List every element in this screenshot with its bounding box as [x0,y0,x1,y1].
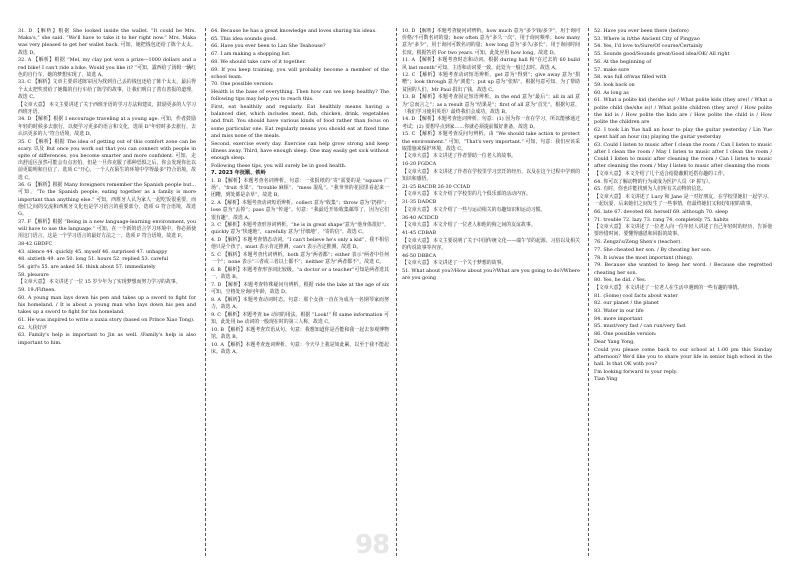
answer-paragraph: 5. C 【解析】本题考查代词辨析。both 意为“两者都”；either 表示“两者中任何一个”；none 表示“三者或三者以上都不”；neither 意为“两者都不”。故选 C。 [211,252,389,266]
answer-paragraph: 35. C 【解析】根据 The idea of getting out of this comfort zone can be scary. 以及 But once you work out that you can connect with people in spite of differences, you become smarter and more confident. 可知，走出舒适区虽然可能会有点害怕，但是一旦你克服了那种恐惧之后，你会发现你比以前更聪明和自信了，选项 C“开心，一个人在陌生的环境中学得最多”符合语境，故选 C。 [18,138,196,181]
answer-paragraph: 84. more important [594,315,643,322]
answer-paragraph: 60. A young man lays down his pen and takes up a sword to fight for his homeland. / It is about a young man who lays down his pen and takes up a sword to fight for his homeland. [18,294,196,316]
answer-paragraph: 77. She cheated her son. / By cheating her son. [594,246,712,253]
answer-paragraph: 71. trouble 72. lazy 73. rang 74. completely 75. habits [594,216,729,223]
answer-paragraph: 32. A 【解析】根据 “Mel, my clay pot won a prize—1000 dollars and a red bike! I can't ride a bike. Would you like it? ”可知，露西给了汤姆一辆红色的自行车，她的梦想实现了，故选 A。 [18,57,196,78]
answer-paragraph: 83. Water in our life [594,308,644,315]
answer-paragraph: 81. (Some) cool facts about water [594,292,678,299]
answer-paragraph: 59. 19./Fifteen. [18,287,56,294]
answer-paragraph: 57. make sure [594,66,630,73]
answer-paragraph: 【文章大意】 本文讲述了作者帮助一位老人的故事。 [402,153,517,160]
answer-paragraph: 【文章大意】 本文讲述了一位 15 岁少年为了实现梦想而努力学习的故事。 [18,279,181,286]
answer-paragraph: Tian Ying [594,376,618,383]
answer-paragraph: 15. C 【解析】本题考查反问句辨析。由 “We should take action to protect the environment.” 可知，“That's very important.” 可知，句意：我们应该采取措施来保护环境，故选 C。 [402,131,580,152]
answer-paragraph: 6. B 【解析】本题考查形容词比较级。“a doctor or a teacher”可知是两者选其一，故选 B。 [211,267,389,281]
answer-paragraph: 8. A 【解析】本题考查动词时态。句意：那个女孩一直在为成为一名钢琴家而努力，故选 A。 [211,296,389,311]
answer-paragraph: 85. must/very fast / can run/very fast [594,323,686,330]
answer-paragraph: 37. F 【解析】根据 “Being in a new language-learning environment, you will have to use the language.” 可知，在一个新的语言学习环境中，你必须使用这门语言，这是一个学习语言的最好方法之一，选项 F 符合语境，故选 F。 [18,218,196,240]
answer-paragraph: 58. was full of/was filled with [594,74,667,81]
answer-paragraph: 52. Have you ever been there (before) [594,28,689,34]
answer-paragraph: Dear Yang Yong, [594,338,635,345]
answer-key-page [18,28,778,556]
answer-paragraph: 76. Zengzi's/Zeng Shen's (teacher). [594,239,682,246]
answer-paragraph: 12. C 【解析】本题考查动词短语辨析。get 意为“得到”；give away 意为“捐赠”；look through 意为“浏览”；put up 意为“张贴”。根据句意可知，为了帮助贫困的人们，Mr Paul 捐出了钱，故选 C。 [402,72,580,93]
answer-paragraph: 62. 大获好评 [18,324,47,331]
answer-paragraph: 3. C 【解析】本题考查形容词辨析。“he is in great shape”意为“他身体很好”，quickly 意为“快速地”，carefully 意为“仔细地”，“寄的信”，故选 C。 [211,222,389,236]
column-1 [18,28,196,556]
answer-paragraph: 36. G 【解析】根据 Many foreigners remember the Spanish people but... 可知，“To the Spanish people, eating together as a family is more important than anything else.” 可知，西班牙人认为家人一起吃饭很重要，而他们之间的交流和西班牙文化也是学习语言的重要部分，选项 G 符合语境，故选 G。 [18,182,196,218]
column-2 [211,28,389,556]
answer-paragraph: 41-45 CDBAB [402,229,437,236]
answer-paragraph: 70. One possible version: [211,81,274,88]
answer-paragraph: 【文章大意】 本文讲述了 Lucy 和 Jane 是一对好朋友，在学校里她们一起学习、一起玩耍，后来她们之间发生了一些事情，但最终她们又和好如初的故事。 [594,193,772,208]
answer-paragraph: 10. D 【解析】本题考查疑问词辨析。how much 意为“多少钱/多少”，用于询问价格/不可数名词的量；how often 意为“多久一次”，用于询问频率；how many 意为“多少”，用于询问可数名词的量；how long 意为“多久/多长”，用于询问时间长度。根据答语 For two years. 可知，此处应用 how long，故选 D。 [402,28,580,56]
answer-paragraph: 68. We should take care of it together. [211,58,306,65]
answer-paragraph: 33. C 【解析】文章主要讲述陈帘因为找到自己丢的钱包还给了陈个太太，最后得个太太把奖赏给了她做的自行车给了陈学的故事，让我们明白了善有善报的道理，故选 C。 [18,79,196,100]
answer-paragraph: 2. A 【解析】本题考查动词短语辨析。collect 意为“收集”；throw 意为“扔掉”；lose 意为“丢掉”；pass 意为“传递”。句意：“我最近开始收集邮票了，因为它们很有趣”，故选 A。 [211,200,389,221]
answer-paragraph: 43. silence 44. quickly 45. myself 46. surprised 47. unhappy [18,248,168,255]
answer-paragraph: 62. I took Lin Yue hall an hour to play the guitar yesterday / Lin Yue spent half an hour (in) playing the guitar yesterday [594,126,772,140]
answer-paragraph: 63. Family's help is important to Jin as well. /Family's help is also important to him. [18,332,196,346]
answer-paragraph: 【文章大意】 本文主要讲述了关于西班牙语的学习方法和建议，鼓励更多的人学习西班牙语。 [18,101,196,115]
answer-paragraph: 78. It is/was the most important (thing). [594,254,694,261]
column-4 [594,28,772,556]
column-3 [402,28,580,556]
answer-paragraph: 【文章大意】 本文讲述了作者在学校里学习烹饪的经历，以及在这个过程中学到的知识和感悟。 [402,168,580,183]
answer-paragraph: 53. Where is it/the Ancient City of Pingyao [594,35,700,42]
answer-paragraph: 【文章大意】 本文介绍了几个适合给隐蔽附近搭有趣的工作。 [594,170,728,177]
answer-paragraph: 【文章大意】 本文介绍了一些与运动相关的有趣知识和运动习惯。 [402,206,546,213]
answer-paragraph: 79. Because she wanted to keep her word. / Because she regretted cheating her son. [594,262,772,276]
answer-paragraph: 64. 你可以了解动物的行为或成为医护人员（P 拼写）。 [594,178,714,185]
answer-paragraph: 34. D 【解析】根据 I encourage traveling at a young age. 可知，作者鼓励年轻的时候多去旅行，以便学习更多的语言和文化，选项 D“年轻时多去旅行，去认识更多的人”符合语境，故选 D。 [18,116,196,137]
column-divider [205,28,206,556]
answer-paragraph: 11. A 【解析】本题考查时态和动词。根据 during hall 和“在过去的 60 build 风 last month”可知，主语和动词要一致，此处为一般过去时，故选 A。 [402,57,580,71]
answer-paragraph: 65. This idea sounds good. [211,35,278,42]
answer-paragraph: 36-40 ACIDCD [402,214,439,221]
answer-paragraph: 61. What a polite kid (he/she is)! / What polite kids (they are)! / What a polite child (he/she is)! / What polite children (they are)! / How polite the kid is / How polite the kids are / How polite the child is / How polite the children are [594,97,772,125]
answer-paragraph: 86. One possible version: [594,331,657,338]
answer-paragraph: 7. 2023 年抚顺、铁岭 [211,170,266,177]
answer-paragraph: 55. Sounds good/Sounds great/Good idea/OK/ All right [594,51,730,58]
answer-paragraph: 69. If you keep training, you will probably become a member of the school team. [211,66,389,80]
answer-paragraph: 4. D 【解析】本题考查情态动词。“I can't believe he's only a kid”，我不相信他只是个孩子，must 表示肯定推测，can't 表示否定推测，故选 D。 [211,237,389,251]
page-number-watermark: 98 [355,530,390,560]
answer-paragraph: 16-20 FGDCA [402,161,437,168]
answer-paragraph: 66. late 67. devoted 68. herself 69. although 70. sleep [594,208,729,215]
answer-paragraph: 【文章大意】 本文讲述了一个关于梦想的故事。 [402,260,507,267]
answer-paragraph: 82. our planet / the planet [594,300,659,307]
answer-paragraph: 【文章大意】 本文讲述了一位老人向一位年轻人讲述了自己年轻时的经历，告诉他要珍惜时间，要懂得感恩和回报的故事。 [594,224,772,238]
answer-paragraph: 14. D 【解析】本题考查连词辨析。句意：(1) 因为你一直在学习，所以能够通过考试；(2) 要想早点到家……你就必须提前做好准备。故选 D。 [402,116,580,130]
answer-paragraph: 10. A 【解析】本题考查连词辨析。句意：今天早上我是如此累，以至于我不能起床。故选 A。 [211,341,389,355]
answer-paragraph: 58. pleasure [18,271,49,278]
answer-paragraph: 54. girl's 55. are asked 56. think about 57. immediately [18,264,156,270]
answer-paragraph: 31-35 DADCB [402,199,437,206]
answer-paragraph: 60. As long as [594,89,629,96]
answer-paragraph: 63. Could I listen to music after I clean the room / Can I listen to music after I clean the room / May I listen to music after I clean the room / Could I listen to music after cleaning the room / Can I listen to music after cleaning the room / May I listen to music after cleaning the room [594,141,772,170]
answer-paragraph: 59. look back on [594,81,635,88]
answer-paragraph: Following these tips, you will surely be in good health. [211,162,347,169]
answer-paragraph: 1. B 【解析】本题考查名词辨析。句意：一张报纸的“寄”需要的是 “square 广场”、“fruit 水果”、“trouble 麻烦”、“mess 混乱”。“我爷爷的花园里看起来一团糟，到处都是杂草”，故选 B。 [211,178,389,199]
answer-paragraph: Second, exercise every day. Exercise can help grow strong and keep illness away. Third, have enough sleep. One may easily get sick without enough sleep. [211,140,389,161]
answer-paragraph: 38-42 GBDFC [18,240,53,247]
answer-paragraph: 61. He was inspired to write a xuxia story (based on Prince Xiao Tong). [18,316,195,323]
answer-paragraph: 56. At the beginning of [594,58,652,65]
column-divider [396,28,397,556]
answer-paragraph: 67. I am making a shopping list. [211,51,291,58]
answer-paragraph: 46-50 DBBCA [402,252,437,259]
answer-paragraph: 【文章大意】 本文主要说明了关于中国传统文化——端午节的起源、习俗以及相关的传说故事等内容。 [402,237,580,251]
answer-paragraph: 9. C 【解析】本题考查 be 动词的用法。根据 “Look!” 和 same information 可知，此处用 be 动词的一般现在时的第三人称，故选 C。 [211,311,389,325]
answer-paragraph: Health is the base of everything. Then how can we keep healthy? The following tips may help you to reach this. [211,89,389,103]
answer-paragraph: 48. sixtieth 49. are 50. long 51. hours 52. replied 53. careful [18,256,169,263]
column-divider [588,28,589,556]
answer-paragraph: 54. Yes, I'd love to/Sure/Of course/Certainly [594,43,703,50]
answer-paragraph: Could you please come back to our school at 1:00 pm this Sunday afternoon? We'd like you to share your life in senior high school in the hall. Is that OK with you? [594,346,772,367]
answer-paragraph: 10. B 【解析】本题考查宾语从句。句意：我想知道你是否能和我一起去参观博物馆。故选 B。 [211,326,389,340]
answer-paragraph: 13. B 【解析】本题考查固定短语辨析。in the end 意为“最后”；all in all 意为“总而言之”；as a result 意为“结果是”；first of all 意为“首先”。根据句意，（我们学习使用英语）最终我们会成功，故选 B。 [402,94,580,115]
answer-paragraph: 【文章大意】 本文讲述了一位老人在生活中遇到的一些有趣的事情。 [594,284,743,291]
answer-paragraph: 31. D 【解析】根据 She looked inside the wallet. “It could be Mrs. Maka's,” she said. “We'll have to take it to her right now.” Mrs. Maka was very pleased to get her wallet back. 可知，她把钱包还给了陈个太太，故选 D。 [18,28,196,56]
answer-paragraph: 【文章大意】 本文介绍了一位老人和他的狗之间的友谊故事。 [402,222,536,229]
answer-paragraph: 21-25 BACDB 26-30 CCIAD [402,183,471,190]
answer-paragraph: 7. D 【解析】本题考查特殊疑问句辨析。根据 ride the lake at the age of six 可知，空格处应询问年龄，故选 D。 [211,281,389,296]
answer-paragraph: 64. Because he has a great knowledge and loves sharing his ideas. [211,28,377,34]
answer-paragraph: 80. Yes, he did. / Yes. [594,277,647,284]
answer-paragraph: 65. 有时，你也许能找到为人们所有关动物的信息。 [594,186,707,193]
answer-paragraph: First, eat healthily and regularly. Eat healthily means having a balanced diet, which includes meat, fish, chicken, drink, vegetables and fruit. You should have various kinds of food rather than focus on some particular one. Eat regularly means you should eat at fixed time and miss none of the meals. [211,104,389,139]
answer-paragraph: 66. Have you ever been to Lan She Teahouse? [211,43,326,50]
answer-paragraph: 51. What about you?/How about you?/What are you going to do?/Where are you going [402,268,580,282]
answer-paragraph: I'm looking forward to your reply. [594,368,678,375]
answer-paragraph: 【文章大意】 本文介绍了学校里的几个俱乐部的活动内容。 [402,191,531,198]
